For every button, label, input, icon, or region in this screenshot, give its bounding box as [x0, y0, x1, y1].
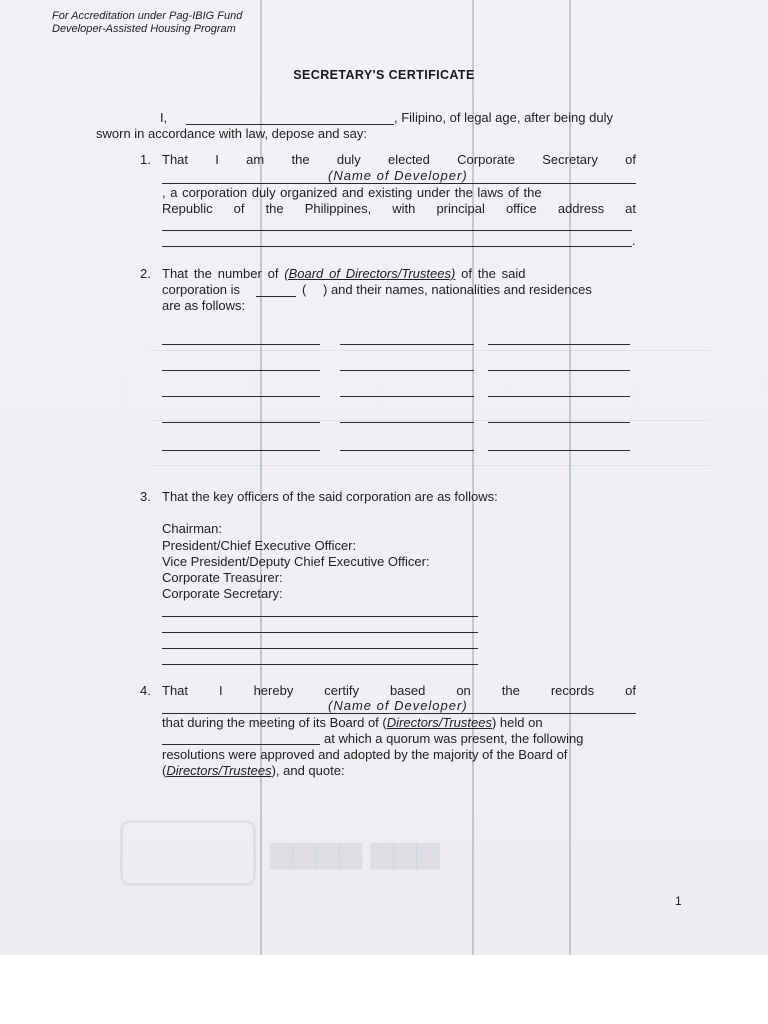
item2-paren-open: (	[302, 282, 307, 297]
officer-chairman: Chairman:	[162, 521, 222, 536]
item4-line-4: at which a quorum was present, the following	[324, 731, 584, 746]
item3-number: 3.	[140, 489, 151, 504]
document-header	[52, 10, 242, 36]
page-fold-line	[569, 0, 571, 955]
board-of-directors-label: (Board of Directors/Trustees)	[284, 266, 456, 281]
item4-line-3: that during the meeting of its Board of (Directors/Trustees) held on	[162, 715, 543, 730]
item4-number: 4.	[140, 683, 151, 698]
document-title: SECRETARY'S CERTIFICATE	[293, 68, 475, 82]
officer-vice-president: Vice President/Deputy Chief Executive Officer:	[162, 554, 430, 569]
item1-period: .	[632, 233, 636, 248]
item1-line-4: Republic of the Philippines, with principal office address at	[162, 201, 636, 216]
bleed-through-artifact: ▆▆▆ ▆▆▆▆	[0, 0, 768, 955]
meeting-date-blank	[162, 744, 320, 745]
officer-secretary: Corporate Secretary:	[162, 586, 283, 601]
item4-line-6: (Directors/Trustees), and quote:	[162, 763, 345, 778]
item2-number: 2.	[140, 266, 151, 281]
page-fold-line	[472, 0, 474, 955]
item2-line-1: That the number of (Board of Directors/Trustees) of the said	[162, 266, 526, 281]
affiant-name-blank	[186, 124, 394, 125]
item2-corporation-is: corporation is	[162, 282, 241, 297]
item2-line-2-rest: ) and their names, nationalities and residences	[323, 282, 592, 297]
header-line-2: Developer-Assisted Housing Program	[52, 23, 236, 35]
item4-line-5: resolutions were approved and adopted by the majority of the Board of	[162, 747, 568, 762]
office-address-blank-1	[162, 230, 632, 231]
item1-line-1: That I am the duly elected Corporate Secretary of	[162, 152, 636, 167]
item4-line-1: That I hereby certify based on the records of	[162, 683, 636, 698]
intro-i: I,	[160, 110, 168, 125]
item1-number: 1.	[140, 152, 151, 167]
office-address-blank-2	[162, 246, 632, 247]
item1-name-of-developer: (Name of Developer)	[328, 168, 468, 183]
page-fold-line	[260, 0, 262, 955]
intro-line-2: sworn in accordance with law, depose and say:	[96, 126, 367, 141]
page-number: 1	[675, 894, 682, 908]
officer-president: President/Chief Executive Officer:	[162, 538, 357, 553]
board-count-words-blank	[256, 296, 296, 297]
officer-treasurer: Corporate Treasurer:	[162, 570, 283, 585]
item3-text: That the key officers of the said corporation are as follows:	[162, 489, 498, 504]
item4-name-of-developer: (Name of Developer)	[328, 698, 468, 713]
item1-line-3: , a corporation duly organized and existing under the laws of the	[162, 185, 542, 200]
header-line-1: For Accreditation under Pag-IBIG Fund	[52, 10, 243, 22]
intro-line-1: , Filipino, of legal age, after being duly	[394, 110, 613, 125]
item2-line-3: are as follows:	[162, 298, 246, 313]
